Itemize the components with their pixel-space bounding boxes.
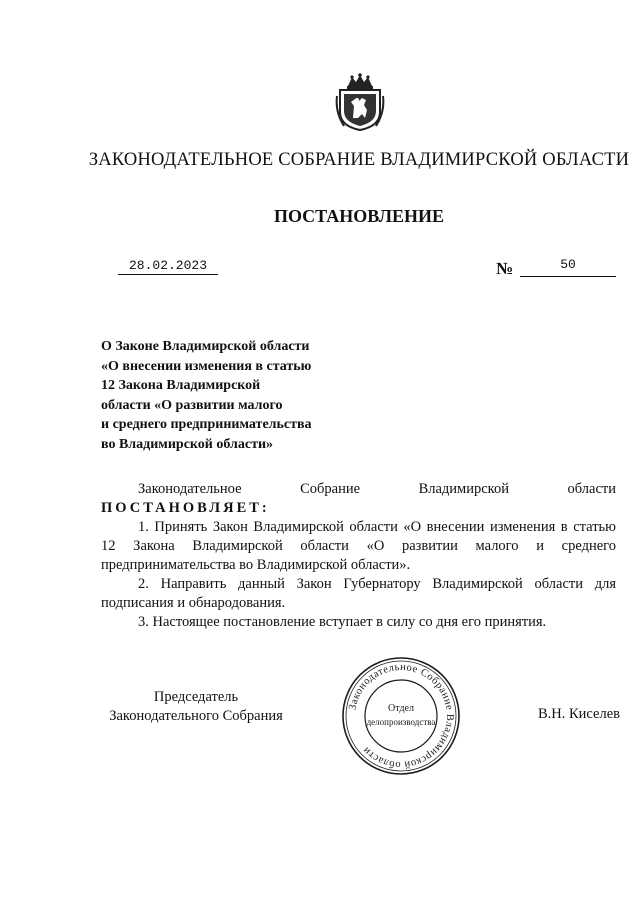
stamp-inner-line: делопроизводства bbox=[366, 717, 436, 727]
stamp-inner-line: Отдел bbox=[388, 703, 414, 714]
subject-line: и среднего предпринимательства bbox=[101, 417, 312, 432]
number-sign: № bbox=[496, 259, 514, 278]
intro-word: Собрание bbox=[300, 481, 361, 497]
document-date: 28.02.2023 bbox=[118, 258, 218, 275]
signer-title-line: Законодательного Собрания bbox=[109, 708, 283, 724]
paragraph: 1. Принять Закон Владимирской области «О внесении изменения в статью 12 Закона Владимирской области «О развитии малого и среднего предпринимательства во Владимирской области». bbox=[101, 519, 616, 573]
subject-line: области «О развитии малого bbox=[101, 397, 283, 413]
document-subject bbox=[101, 337, 341, 454]
intro-word: Законодательное bbox=[138, 481, 242, 497]
paragraph: 2. Направить данный Закон Губернатору Владимирской области для подписания и обнародования. bbox=[101, 576, 616, 611]
intro-line bbox=[101, 480, 616, 499]
decree-word: ПОСТАНОВЛЯЕТ: bbox=[101, 500, 270, 516]
intro-word: Владимирской bbox=[418, 481, 509, 497]
subject-line: О Законе Владимирской области bbox=[101, 339, 310, 354]
organization-title: ЗАКОНОДАТЕЛЬНОЕ СОБРАНИЕ ВЛАДИМИРСКОЙ ОБЛАСТИ bbox=[88, 150, 630, 170]
signer-title bbox=[96, 688, 296, 726]
signer-name: В.Н. Киселев bbox=[537, 706, 620, 722]
intro-word: области bbox=[567, 481, 616, 497]
paragraph: 3. Настоящее постановление вступает в силу со дня его принятия. bbox=[138, 614, 547, 630]
document-type-heading: ПОСТАНОВЛЕНИЕ bbox=[273, 206, 445, 226]
document-number: 50 bbox=[520, 257, 616, 277]
coat-of-arms-emblem bbox=[334, 72, 386, 132]
subject-line: во Владимирской области» bbox=[101, 436, 274, 452]
signer-title-line: Председатель bbox=[153, 689, 239, 705]
official-stamp bbox=[340, 655, 462, 777]
svg-text:Законодательное Собрание Влади bbox=[347, 662, 455, 770]
stamp-outer-text: Законодательное Собрание Владимирской области bbox=[347, 661, 456, 771]
subject-line: «О внесении изменения в статью bbox=[101, 358, 312, 374]
subject-line: 12 Закона Владимирской bbox=[101, 378, 261, 393]
document-body bbox=[101, 480, 616, 632]
